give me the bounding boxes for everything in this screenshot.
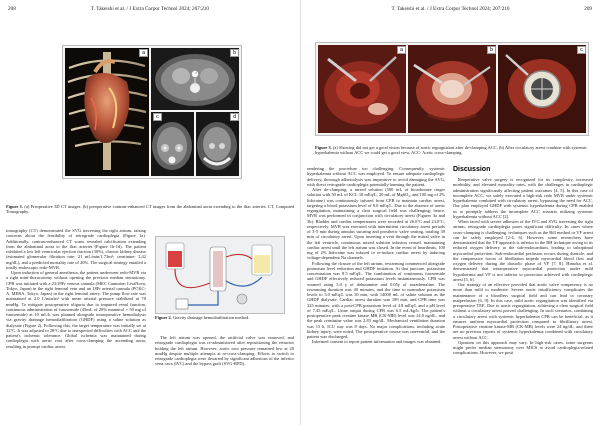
- figure-2-caption-label: Figure 2.: [155, 315, 172, 320]
- right-running-title: T. Takeishi et al. / J Extra Corpor Technol 2024; 207:210: [391, 6, 510, 12]
- figure-3b-surgical-photo: [408, 45, 496, 133]
- figure-1-caption-text: (a) Preoperative 3D CT images. (b) preoperative contrast-enhanced CT images from the abdominal aorta extending to the iliac arteries. CT, Computed Tomography.: [6, 204, 294, 215]
- figure-3c-label: c: [577, 46, 586, 54]
- figure-3c-graphic: [498, 45, 586, 133]
- right-col1-paragraph: Following the closure of the left atrium, rewarming commenced alongside potassium level reduction and GHDF initiation. At that juncture, potassium concentration was 8.5 mEq/L. The combination of continuous furosemide and GHDF effectively reduced potassium levels instantaneously. CPB was weaned using 3.0 γ of dobutamine and 0.05γ of noradrenaline. The rewarming duration was 40 minutes, and the time to normalize potassium levels to 5.0 mEq/L was 30 min, with 14000 mL of saline solution as the GHDF dialysate. Cardiac arrest duration was 189 min, and CPB time was 325 minutes, with a post-CPB potassium level of 4.8 mEq/L and a pH level of 7.45 mEq/L. Urine output during CPB was 6.5 mL/kg/h. The patient's postoperative peak creatine kinase MB (CK-MB) level was 24.0 ng/dL, and the peak creatinine value was 2.83 mg/dL. Mechanical ventilation duration was 15 h, ICU stay was 8 days. No major complications, including acute kidney injury, were noted. The postoperative course was uneventful, and the patient was discharged.: [307, 260, 445, 339]
- figure-3b-label: b: [487, 46, 496, 54]
- left-running-title: T. Takeishi et al. / J Extra Corpor Technol 2024; 207:210: [91, 6, 209, 12]
- left-page-column-1: [6, 228, 146, 349]
- figure-1c-ct-slice: [151, 112, 194, 176]
- figure-2-caption-text: Gravity drainage hemodiafiltration method.: [172, 315, 250, 320]
- figure-1d-graphic: [196, 112, 239, 176]
- right-col1-paragraph: Informed consent to report patient information and images was obtained.: [312, 339, 442, 345]
- figure-3-caption: [315, 145, 587, 155]
- discussion-heading: Discussion: [453, 166, 491, 173]
- figure-1a-graphic: [65, 48, 149, 176]
- left-page-column-2: [155, 335, 294, 367]
- figure-3-caption-label: Figure 3.: [315, 145, 332, 150]
- figure-2-caption: [155, 315, 285, 320]
- right-col1-paragraph: rendering the procedure too challenging. Consequently, systemic hyperkalemia without ACC was employed. To ensure adequate cardioplegic delivery, thorough adhesiolysis was imperative to avoid damaging the SVG, with direct retrograde cardioplegia potentially harming the patient.: [307, 166, 445, 187]
- discussion-paragraph: Reoperative valve surgery is recognized for its complexity, increased morbidity, and elevated mortality rates, with the challenges in cardioplegic administration significantly affecting patient outcomes [4, 5]. In this case of incomplete ACC, we safely executed a high-risk redo MVR under systemic hyperkalemia combined with circulatory arrest, bypassing the need for ACC. Our plan employed GHDF with systemic hyperkalemia during CPB enabled us to promptly address the incomplete ACC scenario utilizing systemic hyperkalemia without ACC [2].: [453, 177, 593, 219]
- left-col2-paragraph: The left atrium was opened, the artificial valve was removed, and retrograde cardioplegia was re-administered after repositioning the retractor holding the left atrium. However, aortic root pressure remained low at 20 mmHg despite multiple attempts at re-cross-clamping. Efforts to switch to retrograde cardioplegia were thwarted by significant adhesions of the inferior vena cava (IVC) and the bypass graft (SVG-RPD),: [155, 335, 294, 367]
- left-col1-paragraph: tomography (CT) demonstrated the SVG traversing the right atrium, raising concerns about the feasibility of retrograde cardioplegia (Figure 1a). Additionally, contrast-enhanced CT scans revealed calcification extending from the abdominal aorta to the iliac arteries (Figure 1b-1d). The patient exhibited a low left ventricular ejection fraction (30%), chronic kidney disease (estimated glomerular filtration rate: 21 mL/min/1.73m²; creatinine: 2.42 mg/dL), and a predicted mortality rate of 20%. The surgical strategy entailed a totally endoscopic redo-MVR.: [6, 228, 146, 270]
- figure-1-caption: [6, 204, 294, 214]
- figure-1d-label: d: [230, 113, 239, 121]
- left-running-head: [0, 6, 300, 16]
- figure-3c-surgical-photo: [498, 45, 586, 133]
- figure-1d-ct-slice: [196, 112, 239, 176]
- discussion-paragraph: When faced with severe adhesion of the IVC and SVG traversing the right atrium, retrograde cardioplegia poses significant difficulty. In cases where cross-clamping is challenging, techniques such as the Bill method or VF arrest can be safely employed [2-4, 6]. However, some researchers have demonstrated that the VF approach is inferior to the BH technique owing to its reduced oxygen delivery to the sub-endocardium, leading to suboptimal myocardial protection. Sub-endocardial perfusion occurs during diastole, and the compressive forces of fibrillation impede myocardial blood flow and oxygen delivery during the diastolic phase of VF [7, 8]. Hiraoka et al. demonstrated that intraoperative myocardial protection under mild hypothermia and VF is not inferior to protection achieved with cardioplegic arrest [5, 6].: [453, 219, 593, 282]
- right-running-head: [301, 6, 600, 16]
- figure-1c-graphic: [151, 112, 194, 176]
- left-page-number: 208: [8, 6, 16, 12]
- figure-1b-label: b: [230, 49, 239, 57]
- figure-3-caption-text: (a) Showing did not get a good vision because of aortic regurgitation after de-clamping ACC. (b) After circulatory arrest combine with systemic hyperkalemia without ACC we could get a good view. ACC: Aortic cross-clamping.: [315, 145, 587, 156]
- figure-3: [315, 42, 589, 136]
- right-page-column-1: [307, 166, 445, 345]
- figure-1b-ct-slice: [151, 48, 239, 110]
- figure-2-graphic: [156, 237, 284, 313]
- figure-3b-graphic: [408, 45, 496, 133]
- figure-3a-label: a: [397, 46, 406, 54]
- figure-1c-label: c: [153, 113, 162, 121]
- right-col1-paragraph: After de-clamping, a mixed solution (500 mL of bicarbonate ringer solution with 50 mL of KCL 10 mEq/L, 20 mL of MgSO₄, and 100 mg of 2% lidocaine) was continuously infused from CPB to maintain cardiac arrest, targeting a blood potassium level of 9.0 mEq/L. Due to the absence of aortic regurgitation, maintaining a clear surgical field was challenging; hence, MVR was performed in conjunction with circulatory arrest (Figures 3a and 3b). Bladder and cardiac temperatures were recorded at 26.0°C and 23.0°C, respectively. MVR was executed with intermittent circulatory arrest periods of 3-5 min during annulus suturing and prosthetic valve seating, totaling 39 min of circulatory arrest. Upon inserting a vent through the mitral valve in the left ventricle, continuous mixed solution infusion ceased, maintaining cardiac arrest until the left atrium was closed. In the event of heartbeats, 100 mg of 2% lidocaine was infused to re-induce cardiac arrest by inducing voltage-dependent Na channels.: [307, 187, 445, 261]
- discussion-paragraph: Opinions on this approach may vary. In high-risk cases, some surgeons might prefer median sternotomy over MICS to avoid cardioplegia-related complications. However, we posit: [453, 339, 593, 356]
- left-col1-paragraph: Upon induction of general anesthesia, the patient underwent redo-MVR via a right mini-thoracotomy without opening the previous median sternotomy. CPB was initiated with a 23/29Fr venous cannula (MEC Cannulae; LivaNova, Tokyo, Japan) in the right femoral vein and an 18Fr arterial cannula (PCKC-A, MERA, Tokyo, Japan) in the right femoral artery. The pump flow rate was maintained at 2.0 L/min/m² with mean arterial pressure stabilized at 70 mmHg. To mitigate postoperative oliguria due to impaired renal function, continuous administration of furosemide (45mL of 20% mannitol + 50 mg of furosemide) at 10 mL/h was planned alongside intraoperative hemodialysis via gravity drainage hemodiafiltration (GHDF) using a saline solution as dialysate (Figure 2). Following this, the target temperature was initially set at 32°C. It was adjusted to 28°C due to unexpected difficulties with ACC and the patient's ischemic tolerance. Global ischemia was maintained during cardioplegia with aortic root after cross-clamping the ascending aorta, resulting in prompt cardiac arrest.: [6, 270, 146, 349]
- figure-1a-label: a: [139, 49, 148, 57]
- figure-3a-graphic: [318, 45, 406, 133]
- figure-1b-graphic: [151, 48, 239, 110]
- discussion-paragraph: Our strategy of an effective provided that aortic valve competency is no more than mild to moderate. Severe aortic insufficiency complicates the maintenance of a bloodless surgical field and can lead to coronary malperfusion [6, 9]. In this case, mild aortic regurgitation was identified via preoperative TEE. Due to aortic regurgitation, achieving a clear surgical field without a circulatory arrest proved challenging. In such scenarios, combining a circulatory arrest with systemic hyperkalemia CPB can be beneficial, as it ensures uniform myocardial protection compared to fibrillatory arrest. Postoperative creatine kinase-MB (CK-MB) levels were 24 ng/dL, and there are no previous reports of systemic hyperkalemia combined with circulatory arrest without ACC.: [453, 282, 593, 340]
- right-page: [300, 0, 600, 425]
- right-page-column-2: [453, 177, 593, 356]
- figure-2: [155, 236, 285, 314]
- figure-1-caption-label: Figure 1.: [6, 204, 24, 209]
- figure-1a-3d-ct-image: [65, 48, 149, 176]
- figure-3a-surgical-photo: [318, 45, 406, 133]
- right-page-number: 209: [584, 6, 592, 12]
- figure-1: [62, 45, 242, 179]
